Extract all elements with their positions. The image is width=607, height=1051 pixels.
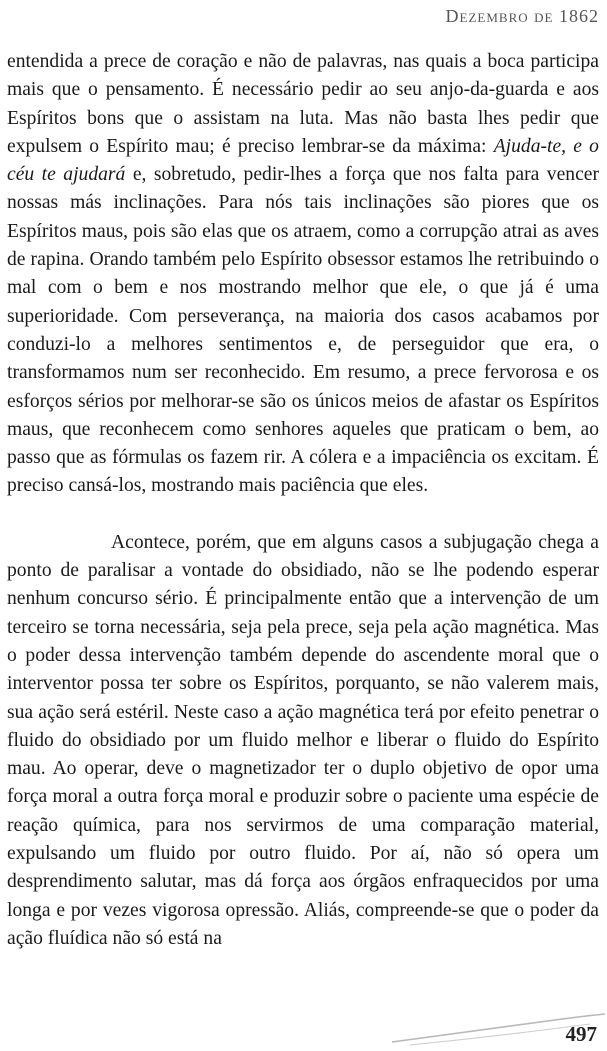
paragraph-1-part-1: entendida a prece de coração e não de palavras, nas quais a boca participa mais que o pensamento. É necessário pedir ao seu anjo-da-guarda e aos Espíritos bons que o assistam na luta. Mas não basta lhes pedir que expulsem o Espírito mau; é preciso lembrar-se da máxima: bbox=[7, 51, 599, 157]
paragraph-1-part-2: e, sobretudo, pedir-lhes a força que nos falta para vencer nossas más inclinações. Para nós tais inclinações são piores que os Espíritos maus, pois são elas que os atraem, como a corrupção atrai as aves de rapina. Orando também pelo Espírito obsessor estamos lhe retribuindo o mal com o bem e nos mostrando melhor que ele, o que já é uma superioridade. Com perseverança, na maioria dos casos acabamos por conduzi-lo a melhores sentimentos e, de perseguidor que era, o transformamos num ser reconhecido. Em resumo, a prece fervorosa e os esforços sérios por melhorar-se são os únicos meios de afastar os Espíritos maus, que reconhecem como senhores aqueles que praticam o bem, ao passo que as fórmulas os fazem rir. A cólera e a impaciência os excitam. É preciso cansá-los, mostrando mais paciência que eles. bbox=[7, 164, 599, 497]
page-body bbox=[7, 48, 599, 953]
paragraph-2: Acontece, porém, que em alguns casos a subjugação chega a ponto de paralisar a vontade do obsidiado, não se lhe podendo esperar nenhum concurso sério. É principalmente então que a intervenção de um terceiro se torna necessária, seja pela prece, seja pela ação magnética. Mas o poder dessa intervenção também depende do ascendente moral que o interventor possa ter sobre os Espíritos, porquanto, se não valerem mais, sua ação será estéril. Neste caso a ação magnética terá por efeito penetrar o fluido do obsidiado por um fluido melhor e liberar o fluido do Espírito mau. Ao operar, deve o magnetizador ter o duplo objetivo de opor uma força moral a outra força moral e produzir sobre o paciente uma espécie de reação química, para nos servirmos de uma comparação material, expulsando um fluido por outro fluido. Por aí, não só opera um desprendimento salutar, mas dá força aos órgãos enfraquecidos por uma longa e por vezes vigorosa opressão. Aliás, compreende-se que o poder da ação fluídica não só está na bbox=[7, 531, 599, 949]
paragraph-1 bbox=[7, 48, 599, 501]
italic-maxim: Ajuda-te, e o céu te ajudará bbox=[7, 135, 599, 186]
page-number: 497 bbox=[565, 1022, 597, 1046]
running-header: Dezembro de 1862 bbox=[445, 6, 599, 26]
